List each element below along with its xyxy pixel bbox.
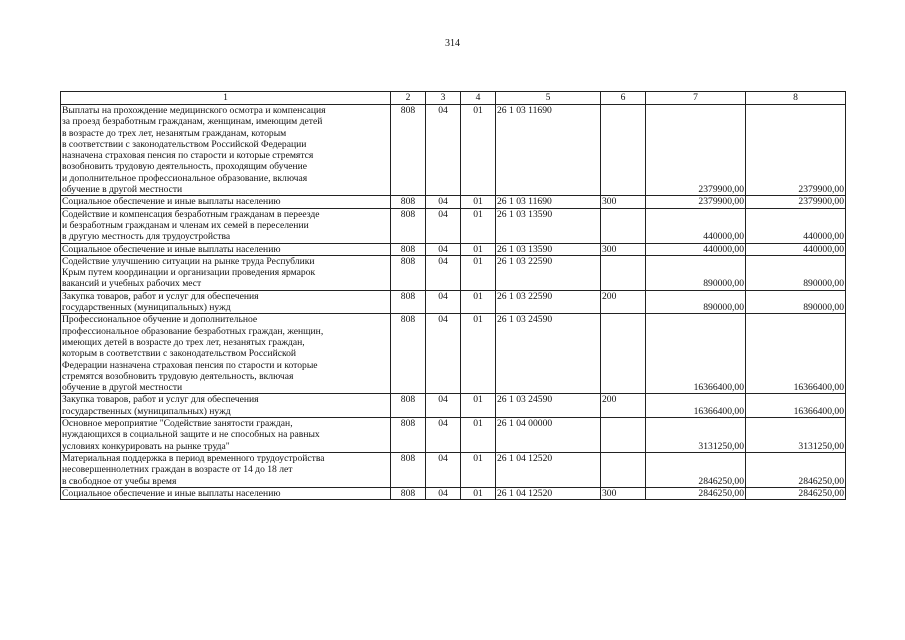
admin-code-cell: 808 bbox=[391, 394, 426, 418]
admin-code-cell: 808 bbox=[391, 243, 426, 255]
row-description bbox=[61, 452, 391, 487]
table-row bbox=[61, 196, 846, 208]
target-code-cell: 26 1 03 11690 bbox=[496, 196, 601, 208]
admin-code-cell: 808 bbox=[391, 418, 426, 453]
expense-type-cell bbox=[601, 208, 646, 243]
header-cell: 3 bbox=[426, 92, 461, 105]
target-code-cell: 26 1 03 22590 bbox=[496, 290, 601, 314]
table-row bbox=[61, 452, 846, 487]
target-code-cell: 26 1 04 00000 bbox=[496, 418, 601, 453]
description-line: и дополнительное профессиональное образование, включая bbox=[62, 172, 308, 184]
subsection-code-cell: 01 bbox=[461, 487, 496, 499]
description-line: Закупка товаров, работ и услуг для обеспечения bbox=[62, 290, 259, 302]
description-line: Профессиональное обучение и дополнительное bbox=[62, 314, 258, 326]
section-code-cell: 04 bbox=[426, 487, 461, 499]
row-description bbox=[61, 487, 391, 499]
description-line: за проезд безработным гражданам, женщинам, имеющим детей bbox=[62, 116, 323, 128]
expense-type-cell: 200 bbox=[601, 290, 646, 314]
header-row bbox=[61, 92, 846, 105]
description-line: государственных (муниципальных) нужд bbox=[62, 405, 231, 417]
amount-cell: 2846250,00 bbox=[746, 487, 846, 499]
amount-cell: 2846250,00 bbox=[746, 452, 846, 487]
admin-code-cell: 808 bbox=[391, 290, 426, 314]
description-line: Содействие улучшению ситуации на рынке труда Республики bbox=[62, 255, 315, 267]
section-code-cell: 04 bbox=[426, 196, 461, 208]
header-cell: 7 bbox=[646, 92, 746, 105]
expense-type-cell bbox=[601, 105, 646, 196]
header-cell: 4 bbox=[461, 92, 496, 105]
header-cell: 1 bbox=[61, 92, 391, 105]
description-line: Социальное обеспечение и иные выплаты населению bbox=[62, 243, 281, 255]
section-code-cell: 04 bbox=[426, 314, 461, 394]
table-row bbox=[61, 243, 846, 255]
expense-type-cell bbox=[601, 314, 646, 394]
table-row bbox=[61, 208, 846, 243]
subsection-code-cell: 01 bbox=[461, 208, 496, 243]
admin-code-cell: 808 bbox=[391, 452, 426, 487]
amount-cell: 890000,00 bbox=[646, 255, 746, 290]
expense-type-cell: 200 bbox=[601, 394, 646, 418]
expense-type-cell bbox=[601, 452, 646, 487]
description-line: Социальное обеспечение и иные выплаты населению bbox=[62, 487, 281, 499]
description-line: которым в соответствии с законодательством Российской bbox=[62, 348, 297, 360]
description-line: имеющих детей в возрасте до трех лет, незанятых граждан, bbox=[62, 336, 305, 348]
admin-code-cell: 808 bbox=[391, 105, 426, 196]
section-code-cell: 04 bbox=[426, 208, 461, 243]
row-description bbox=[61, 196, 391, 208]
description-line: профессиональное образование безработных граждан, женщин, bbox=[62, 325, 324, 337]
amount-cell: 440000,00 bbox=[746, 243, 846, 255]
description-line: Материальная поддержка в период временного трудоустройства bbox=[62, 452, 325, 464]
amount-cell: 2846250,00 bbox=[646, 452, 746, 487]
amount-cell: 890000,00 bbox=[746, 290, 846, 314]
description-line: Содействие и компенсация безработным гражданам в переезде bbox=[62, 208, 320, 220]
header-cell: 2 bbox=[391, 92, 426, 105]
admin-code-cell: 808 bbox=[391, 487, 426, 499]
row-description bbox=[61, 105, 391, 196]
section-code-cell: 04 bbox=[426, 243, 461, 255]
admin-code-cell: 808 bbox=[391, 196, 426, 208]
description-line: нуждающихся в социальной защите и не способных на равных bbox=[62, 429, 320, 441]
table-row bbox=[61, 314, 846, 394]
amount-cell: 2379900,00 bbox=[646, 105, 746, 196]
description-line: Выплаты на прохождение медицинского осмотра и компенсация bbox=[62, 105, 326, 116]
section-code-cell: 04 bbox=[426, 290, 461, 314]
amount-cell: 16366400,00 bbox=[646, 314, 746, 394]
amount-cell: 890000,00 bbox=[746, 255, 846, 290]
subsection-code-cell: 01 bbox=[461, 394, 496, 418]
admin-code-cell: 808 bbox=[391, 314, 426, 394]
budget-table bbox=[60, 91, 846, 500]
target-code-cell: 26 1 03 24590 bbox=[496, 394, 601, 418]
target-code-cell: 26 1 03 13590 bbox=[496, 208, 601, 243]
subsection-code-cell: 01 bbox=[461, 105, 496, 196]
table-row bbox=[61, 487, 846, 499]
description-line: в свободное от учебы время bbox=[62, 475, 177, 487]
subsection-code-cell: 01 bbox=[461, 196, 496, 208]
description-line: обучение в другой местности bbox=[62, 382, 183, 394]
target-code-cell: 26 1 03 13590 bbox=[496, 243, 601, 255]
table-row bbox=[61, 394, 846, 418]
expense-type-cell bbox=[601, 418, 646, 453]
amount-cell: 16366400,00 bbox=[746, 394, 846, 418]
row-description bbox=[61, 243, 391, 255]
description-line: назначена страховая пенсия по старости и которые стремятся bbox=[62, 150, 314, 162]
table-row bbox=[61, 255, 846, 290]
section-code-cell: 04 bbox=[426, 394, 461, 418]
amount-cell: 16366400,00 bbox=[646, 394, 746, 418]
description-line: стремятся возобновить трудовую деятельность, включая bbox=[62, 370, 294, 382]
section-code-cell: 04 bbox=[426, 105, 461, 196]
description-line: Крым путем координации и организации проведения ярмарок bbox=[62, 267, 316, 279]
amount-cell: 16366400,00 bbox=[746, 314, 846, 394]
description-line: и безработным гражданам и членам их семей в переселении bbox=[62, 219, 309, 231]
description-line: государственных (муниципальных) нужд bbox=[62, 302, 231, 314]
description-line: в возрасте до трех лет, незанятым гражданам, которым bbox=[62, 127, 287, 139]
amount-cell: 440000,00 bbox=[746, 208, 846, 243]
subsection-code-cell: 01 bbox=[461, 418, 496, 453]
description-line: в соответствии с законодательством Российской Федерации bbox=[62, 138, 307, 150]
amount-cell: 440000,00 bbox=[646, 243, 746, 255]
amount-cell: 3131250,00 bbox=[646, 418, 746, 453]
subsection-code-cell: 01 bbox=[461, 255, 496, 290]
header-cell: 5 bbox=[496, 92, 601, 105]
description-line: Закупка товаров, работ и услуг для обеспечения bbox=[62, 394, 259, 406]
row-description bbox=[61, 290, 391, 314]
description-line: в другую местность для трудоустройства bbox=[62, 231, 231, 243]
table-row bbox=[61, 418, 846, 453]
target-code-cell: 26 1 03 22590 bbox=[496, 255, 601, 290]
expense-type-cell: 300 bbox=[601, 196, 646, 208]
admin-code-cell: 808 bbox=[391, 208, 426, 243]
expense-type-cell: 300 bbox=[601, 487, 646, 499]
amount-cell: 890000,00 bbox=[646, 290, 746, 314]
expense-type-cell: 300 bbox=[601, 243, 646, 255]
subsection-code-cell: 01 bbox=[461, 290, 496, 314]
amount-cell: 2379900,00 bbox=[646, 196, 746, 208]
amount-cell: 440000,00 bbox=[646, 208, 746, 243]
table-row bbox=[61, 290, 846, 314]
section-code-cell: 04 bbox=[426, 418, 461, 453]
row-description bbox=[61, 418, 391, 453]
description-line: вакансий и учебных рабочих мест bbox=[62, 278, 202, 290]
target-code-cell: 26 1 04 12520 bbox=[496, 452, 601, 487]
expense-type-cell bbox=[601, 255, 646, 290]
description-line: несовершеннолетних граждан в возрасте от 14 до 18 лет bbox=[62, 464, 293, 476]
row-description bbox=[61, 255, 391, 290]
target-code-cell: 26 1 04 12520 bbox=[496, 487, 601, 499]
row-description bbox=[61, 394, 391, 418]
description-line: Федерации назначена страховая пенсия по старости и которые bbox=[62, 359, 318, 371]
header-cell: 6 bbox=[601, 92, 646, 105]
amount-cell: 2379900,00 bbox=[746, 196, 846, 208]
target-code-cell: 26 1 03 24590 bbox=[496, 314, 601, 394]
subsection-code-cell: 01 bbox=[461, 452, 496, 487]
row-description bbox=[61, 314, 391, 394]
page-number: 314 bbox=[445, 38, 460, 49]
admin-code-cell: 808 bbox=[391, 255, 426, 290]
description-line: Основное мероприятие "Содействие занятости граждан, bbox=[62, 418, 293, 430]
section-code-cell: 04 bbox=[426, 452, 461, 487]
description-line: условиях конкурировать на рынке труда" bbox=[62, 440, 230, 452]
description-line: Социальное обеспечение и иные выплаты населению bbox=[62, 196, 281, 208]
subsection-code-cell: 01 bbox=[461, 314, 496, 394]
target-code-cell: 26 1 03 11690 bbox=[496, 105, 601, 196]
description-line: обучение в другой местности bbox=[62, 184, 183, 196]
section-code-cell: 04 bbox=[426, 255, 461, 290]
amount-cell: 3131250,00 bbox=[746, 418, 846, 453]
row-description bbox=[61, 208, 391, 243]
table-row bbox=[61, 105, 846, 196]
amount-cell: 2379900,00 bbox=[746, 105, 846, 196]
subsection-code-cell: 01 bbox=[461, 243, 496, 255]
header-cell: 8 bbox=[746, 92, 846, 105]
description-line: возобновить трудовую деятельность, проходящим обучение bbox=[62, 161, 308, 173]
amount-cell: 2846250,00 bbox=[646, 487, 746, 499]
